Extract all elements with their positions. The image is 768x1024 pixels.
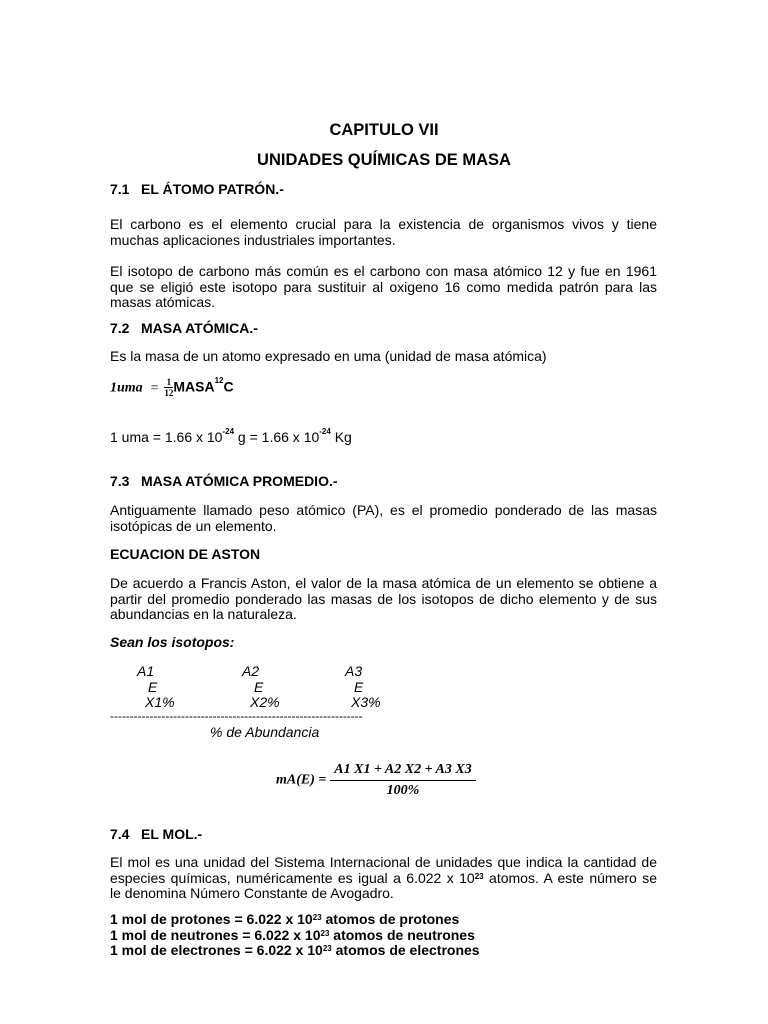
exponent: 23 bbox=[320, 928, 330, 938]
paragraph-uma-definition bbox=[110, 349, 657, 365]
formula-denominator: 100% bbox=[386, 783, 420, 798]
section-heading-7-4 bbox=[110, 826, 202, 842]
paragraph-line: isotópicas de un elemento. bbox=[110, 517, 277, 534]
section-number: 7.4 bbox=[110, 826, 130, 842]
paragraph-line: De acuerdo a Francis Aston, el valor de la masa atómica de un elemento se obtiene a bbox=[110, 575, 657, 591]
paragraph-line: que se eligió este isotopo para sustituir al oxigeno 16 como medida patrón para las bbox=[110, 278, 657, 295]
fraction-numerator: 1 bbox=[164, 378, 173, 388]
masa-label: MASA bbox=[173, 378, 215, 395]
section-title: EL MOL.- bbox=[141, 826, 203, 842]
formula-fraction bbox=[330, 762, 475, 799]
uma-value-line bbox=[110, 429, 352, 445]
isotope-x3: X3% bbox=[351, 694, 381, 710]
isotope-a2: A2 bbox=[242, 663, 260, 679]
paragraph-line: El isotopo de carbono más común es el carbono con masa atómico 12 y fue en 1961 bbox=[110, 263, 657, 279]
uma-value-text: g = 1.66 x 10 bbox=[234, 429, 320, 445]
uma-equation bbox=[110, 378, 234, 398]
paragraph-line: partir del promedio ponderado las masas de los isotopos de dicho elemento y de sus bbox=[110, 590, 657, 607]
paragraph-isotope bbox=[110, 264, 657, 311]
paragraph-mol bbox=[110, 855, 657, 902]
isotope-e2: E bbox=[254, 679, 264, 695]
paragraph-line: masas atómicas. bbox=[110, 294, 216, 310]
chapter-subtitle: UNIDADES QUÍMICAS DE MASA bbox=[257, 151, 511, 169]
exponent: 23 bbox=[312, 913, 322, 922]
exponent: 23 bbox=[322, 944, 332, 953]
aston-heading: ECUACION DE ASTON bbox=[110, 546, 261, 562]
aston-formula bbox=[276, 762, 476, 799]
paragraph-line: Antiguamente llamado peso atómico (PA), es el promedio ponderado de las masas bbox=[110, 502, 657, 518]
paragraph-text: especies químicas, numéricamente es igual a 6.022 x 10 bbox=[110, 869, 475, 886]
exponent: 23 bbox=[474, 871, 484, 881]
isotopes-label: Sean los isotopos: bbox=[110, 634, 235, 650]
mol-text: atomos de protones bbox=[321, 911, 460, 927]
section-title: EL ÁTOMO PATRÓN.- bbox=[141, 181, 284, 197]
section-title: MASA ATÓMICA.- bbox=[141, 320, 258, 336]
paragraph-line bbox=[110, 871, 657, 887]
mol-text: 1 mol de electrones = 6.022 x 10 bbox=[110, 942, 323, 958]
mol-text: 1 mol de neutrones = 6.022 x 10 bbox=[110, 926, 321, 943]
isotope-a1: A1 bbox=[137, 663, 155, 679]
mol-text: atomos de neutrones bbox=[329, 926, 475, 943]
section-heading-7-3 bbox=[110, 473, 338, 489]
section-heading-7-2 bbox=[110, 320, 258, 336]
exponent: -24 bbox=[319, 427, 331, 436]
isotope-a3: A3 bbox=[345, 663, 363, 679]
chapter-title: CAPITULO VII bbox=[329, 121, 439, 139]
abundance-label: % de Abundancia bbox=[210, 724, 320, 740]
paragraph-aston bbox=[110, 576, 657, 623]
paragraph-line: El mol es una unidad del Sistema Internacional de unidades que indica la cantidad de bbox=[110, 854, 657, 870]
isotope-e3: E bbox=[354, 679, 364, 695]
paragraph-line: le denomina Número Constante de Avogadro. bbox=[110, 885, 394, 901]
paragraph-carbon bbox=[110, 217, 657, 248]
formula-lhs: mA(E) = bbox=[276, 772, 327, 788]
paragraph-line: El carbono es el elemento crucial para la existencia de organismos vivos y tiene bbox=[110, 216, 657, 232]
mass-number-superscript: 12 bbox=[214, 376, 224, 385]
isotope-x1: X1% bbox=[145, 694, 175, 710]
uma-value-text: 1 uma = 1.66 x 10 bbox=[110, 429, 223, 445]
paragraph-text: atomos. A este número se bbox=[483, 869, 657, 886]
uma-value-text: Kg bbox=[330, 429, 352, 445]
mol-text: 1 mol de protones = 6.022 x 10 bbox=[110, 911, 313, 927]
section-title: MASA ATÓMICA PROMEDIO.- bbox=[141, 473, 338, 489]
equals-sign: = bbox=[150, 380, 159, 396]
section-number: 7.1 bbox=[110, 181, 130, 197]
formula-numerator: A1 X1 + A2 X2 + A3 X3 bbox=[330, 762, 475, 781]
isotope-x2: X2% bbox=[250, 694, 280, 710]
mol-line-electrons bbox=[110, 943, 480, 959]
mol-text: atomos de electrones bbox=[331, 942, 480, 958]
paragraph-atomic-weight bbox=[110, 503, 657, 534]
dashed-separator: ---------------------------------------------------------------- bbox=[110, 709, 363, 723]
section-number: 7.2 bbox=[110, 320, 130, 336]
paragraph-line: abundancias en la naturaleza. bbox=[110, 606, 297, 622]
mol-line-neutrons bbox=[110, 928, 480, 944]
paragraph-line: muchas aplicaciones industriales importantes. bbox=[110, 231, 396, 248]
paragraph-line: Es la masa de un atomo expresado en uma (unidad de masa atómica) bbox=[110, 348, 547, 364]
fraction-denominator: 12 bbox=[164, 388, 174, 398]
section-heading-7-1 bbox=[110, 181, 284, 197]
mol-line-protons bbox=[110, 912, 480, 928]
section-number: 7.3 bbox=[110, 473, 130, 489]
uma-lhs: 1uma bbox=[110, 380, 143, 396]
isotope-e1: E bbox=[148, 679, 158, 695]
carbon-symbol: C bbox=[223, 378, 234, 395]
exponent: -24 bbox=[222, 427, 235, 436]
mol-definitions bbox=[110, 912, 480, 959]
